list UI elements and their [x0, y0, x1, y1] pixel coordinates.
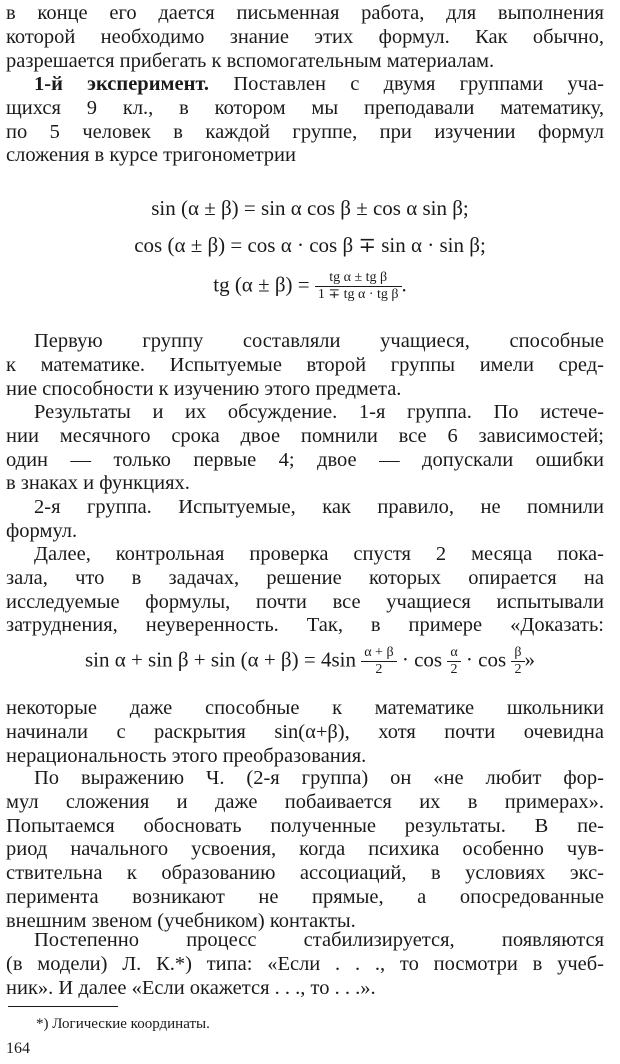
page-number: 164 [6, 1040, 30, 1057]
text-line: зала, что в задачах, решение которых опирается на [6, 566, 604, 589]
formula-cos-sum: cos (α ± β) = cos α · cos β ∓ sin α · sin β; [134, 233, 486, 257]
text-line: которой необходимо знание этих формул. Как обычно, [6, 25, 604, 48]
text-line: ние способности к изучению этого предмета. [6, 377, 402, 400]
text-line: нии месячного срока двое помнили все 6 зависимостей; [6, 424, 604, 447]
text-line: ник». И далее «Если окажется . . ., то . . .». [6, 976, 376, 999]
text-line: один — только первые 4; двое — допускали ошибки [6, 448, 604, 471]
text-line: некоторые даже способные к математике школьники [6, 697, 604, 719]
text-line: 1-й эксперимент. Поставлен с двумя группами уча- [34, 73, 604, 95]
paragraph-control-check [6, 543, 604, 638]
text-line: Далее, контрольная проверка спустя 2 месяца пока- [34, 543, 604, 565]
text-line: ствительна к образованию ассоциаций, в условиях экс- [6, 862, 604, 885]
paragraph-group-2 [6, 496, 604, 544]
text-line: Попытаемся обосновать полученные результаты. В пе- [6, 814, 604, 837]
text-line: в знаках и функциях. [6, 472, 190, 495]
text-line: начинали с раскрытия sin(α+β), хотя почти очевидна [6, 720, 604, 743]
footnote: *) Логические координаты. [36, 1016, 210, 1032]
paragraph-results [6, 401, 604, 496]
paragraph-students [6, 697, 604, 768]
text-line: к математике. Испытуемые второй группы имели сред- [6, 353, 604, 376]
tg-fraction: $\frac{\text{tg α ± tg β}}{\text{1 ∓ tg α · tg β}}$ [315, 270, 402, 303]
text-line: перимента возникают не прямые, а опосредованные [6, 885, 604, 908]
text-line: сложения в курсе тригонометрии [6, 144, 296, 167]
text-line: разрешается прибегать к вспомогательным материалам. [6, 49, 495, 72]
paragraph-experiment-1 [6, 73, 604, 168]
text-line: 2-я группа. Испытуемые, как правило, не помнили [34, 496, 604, 518]
experiment-heading: 1-й эксперимент. [34, 73, 210, 95]
text-line: По выражению Ч. (2-я группа) он «не любит фор- [34, 767, 604, 789]
paragraph-groups [6, 330, 604, 401]
formula-sin-sum: sin (α ± β) = sin α cos β ± cos α sin β; [151, 196, 469, 220]
text-line: затруднения, неуверенность. Так, в примере «Доказать: [6, 614, 604, 637]
text-line: щихся 9 кл., в котором мы преподавали математику, [6, 96, 604, 119]
text-line: в конце его дается письменная работа, для выполнения [6, 2, 604, 24]
text-line: исследуемые формулы, почти все учащиеся испытывали [6, 590, 604, 613]
text-line: мул сложения и даже побаивается их в примерах». [6, 790, 604, 813]
paragraph-analysis [6, 767, 604, 934]
formula-sin-identity: sin α + sin β + sin (α + β) = 4sin $\frac{\alpha + \beta}{2}$ · cos $\frac{\alpha}{2}$ · cos $\frac{\beta}{2}$ » [84, 645, 536, 677]
formula-tg-sum: tg (α ± β) = $\frac{\text{tg α ± tg β}}{\text{1 ∓ tg α · tg β}}$ . [213, 270, 407, 302]
paragraph-1 [6, 2, 604, 73]
text-line: Результаты и их обсуждение. 1-я группа. По истече- [34, 401, 604, 423]
text-line: нерациональность этого преобразования. [6, 744, 367, 767]
text-line: Первую группу составляли учащиеся, способные [34, 330, 604, 352]
text-line: по 5 человек в каждой группе, при изучении формул [6, 120, 604, 143]
text-line: (в модели) Л. К.*) типа: «Если . . ., то посмотри в учеб- [6, 952, 604, 975]
text-line: внешним звеном (учебником) контакты. [6, 909, 356, 932]
footnote-rule [8, 1006, 118, 1007]
text-line: Постепенно процесс стабилизируется, появляются [34, 929, 604, 951]
text-line: риод начального усвоения, когда психика особенно чув- [6, 838, 604, 861]
paragraph-stabilization [6, 929, 604, 1000]
text-line: формул. [6, 519, 78, 542]
